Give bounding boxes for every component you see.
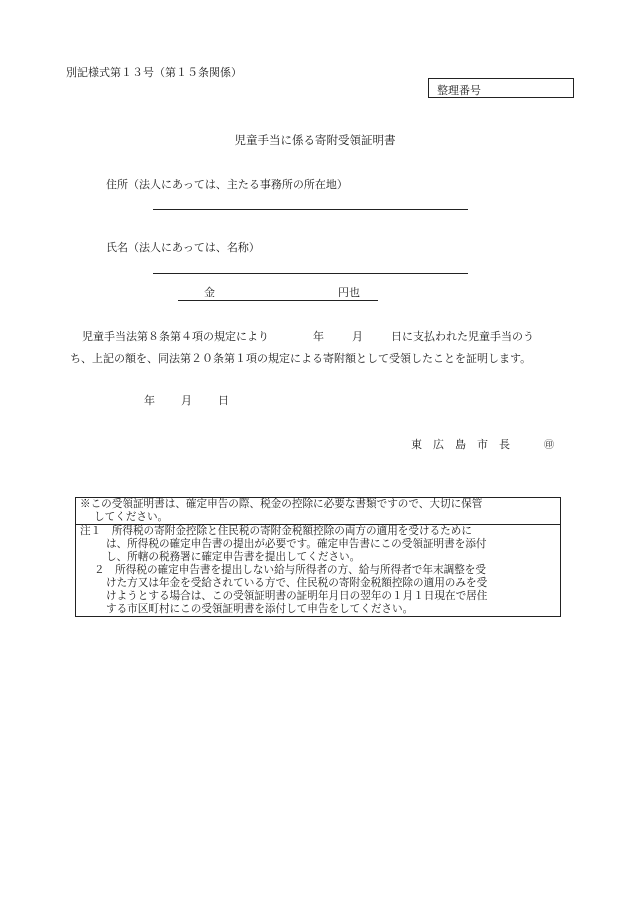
note1-line-1: 注１ 所得税の寄附金控除と住民税の寄附金税額控除の両方の適用を受けるために [80,525,472,537]
amount-field[interactable] [178,284,378,301]
body-text-a: 児童手当法第８条第４項の規定により [82,330,269,343]
date-year: 年 [144,394,155,407]
caution-line-1: ※この受領証明書は、確定申告の際、税金の控除に必要な書類ですので、大切に保管 [80,498,483,510]
note2-line-3: けようとする場合は、この受領証明書の証明年月日の翌年の１月１日現在で居住 [106,590,488,602]
body-line-2: ち、上記の額を、同法第２０条第１項の規定による寄附額として受領したことを証明します。 [70,352,532,365]
caution-line-2: してください。 [94,511,169,523]
notes-box [75,497,561,617]
reference-number-label: 整理番号 [437,84,481,97]
note2-line-2: けた方又は年金を受給されている方で、住民税の寄附金税額控除の適用のみを受 [106,577,488,589]
note1-line-2: は、所得税の確定申告書の提出が必要です。確定申告書にこの受領証明書を添付 [106,538,487,550]
date-month: 月 [181,394,192,407]
note2-line-4: する市区町村にこの受領証明書を添付して申告をしてください。 [106,603,414,615]
seal-mark: ㊞ [544,440,554,451]
form-number: 別記様式第１３号（第１５条関係） [66,66,242,79]
note2-line-1: ２ 所得税の確定申告書を提出しない給与所得者の方、給与所得者で年末調整を受 [94,564,486,576]
body-line-1 [82,328,534,344]
name-label: 氏名（法人にあっては、名称） [106,241,260,254]
address-label: 住所（法人にあっては、主たる事務所の所在地） [106,178,348,191]
issuer-mayor: 東広島市長 [411,438,521,451]
body-year: 年 [313,330,324,343]
amount-prefix: 金 [204,286,215,299]
issue-date [144,392,229,408]
body-text-b: 日に支払われた児童手当のう [391,330,534,343]
amount-suffix: 円也 [338,286,360,299]
date-day: 日 [218,394,229,407]
document-title: 児童手当に係る寄附受領証明書 [234,133,396,147]
body-month: 月 [352,330,363,343]
note1-line-3: し、所轄の税務署に確定申告書を提出してください。 [106,551,361,563]
name-line[interactable] [153,273,468,274]
reference-number-box[interactable] [428,78,574,98]
address-line[interactable] [153,209,468,210]
